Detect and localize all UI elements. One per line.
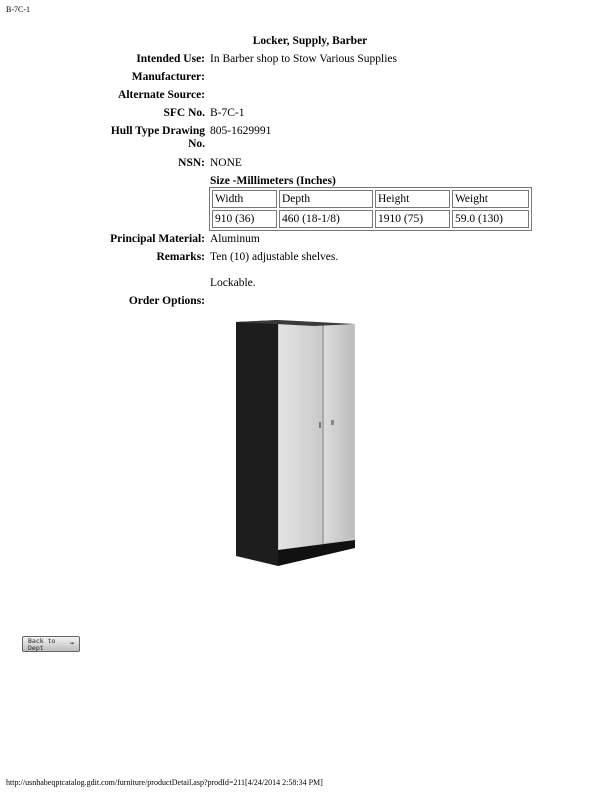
intended-use-value: In Barber shop to Stow Various Supplies (210, 53, 397, 65)
size-header-height: Height (375, 190, 450, 208)
principal-material-label: Principal Material: (110, 233, 205, 245)
size-header-row (212, 190, 529, 208)
back-to-dept-button[interactable] (22, 636, 80, 652)
principal-material-value: Aluminum (210, 233, 260, 245)
manufacturer-label: Manufacturer: (131, 71, 205, 83)
nsn-label: NSN: (178, 157, 205, 169)
size-header-depth: Depth (279, 190, 373, 208)
alternate-source-label: Alternate Source: (118, 89, 205, 101)
remarks-label: Remarks: (156, 251, 205, 263)
remarks-line-2: Lockable. (210, 277, 256, 289)
nsn-value: NONE (210, 157, 242, 169)
back-to-dept-label-line1: Back to (28, 637, 56, 645)
size-value-width: 910 (36) (212, 210, 277, 228)
size-value-weight: 59.0 (130) (452, 210, 529, 228)
hull-drawing-label-line1: Hull Type Drawing (110, 125, 205, 137)
size-header-weight: Weight (452, 190, 529, 208)
size-value-depth: 460 (18-1/8) (279, 210, 373, 228)
size-header-width: Width (212, 190, 277, 208)
back-to-dept-label-line2: Dept (28, 643, 44, 652)
size-value-row (212, 210, 529, 228)
page-title: Locker, Supply, Barber (252, 35, 368, 47)
sfc-value: B-7C-1 (210, 107, 245, 119)
remarks-line-1: Ten (10) adjustable shelves. (210, 251, 339, 263)
locker-product-image (236, 318, 366, 570)
hull-drawing-label-line2: No. (188, 138, 205, 150)
hull-drawing-value: 805-1629991 (210, 125, 272, 137)
order-options-label: Order Options: (128, 295, 205, 307)
hull-drawing-label (111, 125, 205, 151)
size-table (209, 187, 532, 231)
size-caption: Size -Millimeters (Inches) (210, 175, 336, 187)
page-header-code: B-7C-1 (6, 5, 30, 14)
size-value-height: 1910 (75) (375, 210, 450, 228)
page-footer-url: http://usnhabeqptcatalog.gdit.com/furniture/productDetail.asp?prodId=211[4/24/2014 2:58:34 PM] (6, 778, 323, 787)
sfc-label: SFC No. (163, 107, 205, 119)
intended-use-label: Intended Use: (136, 53, 205, 65)
arrow-right-icon: → (69, 639, 74, 647)
